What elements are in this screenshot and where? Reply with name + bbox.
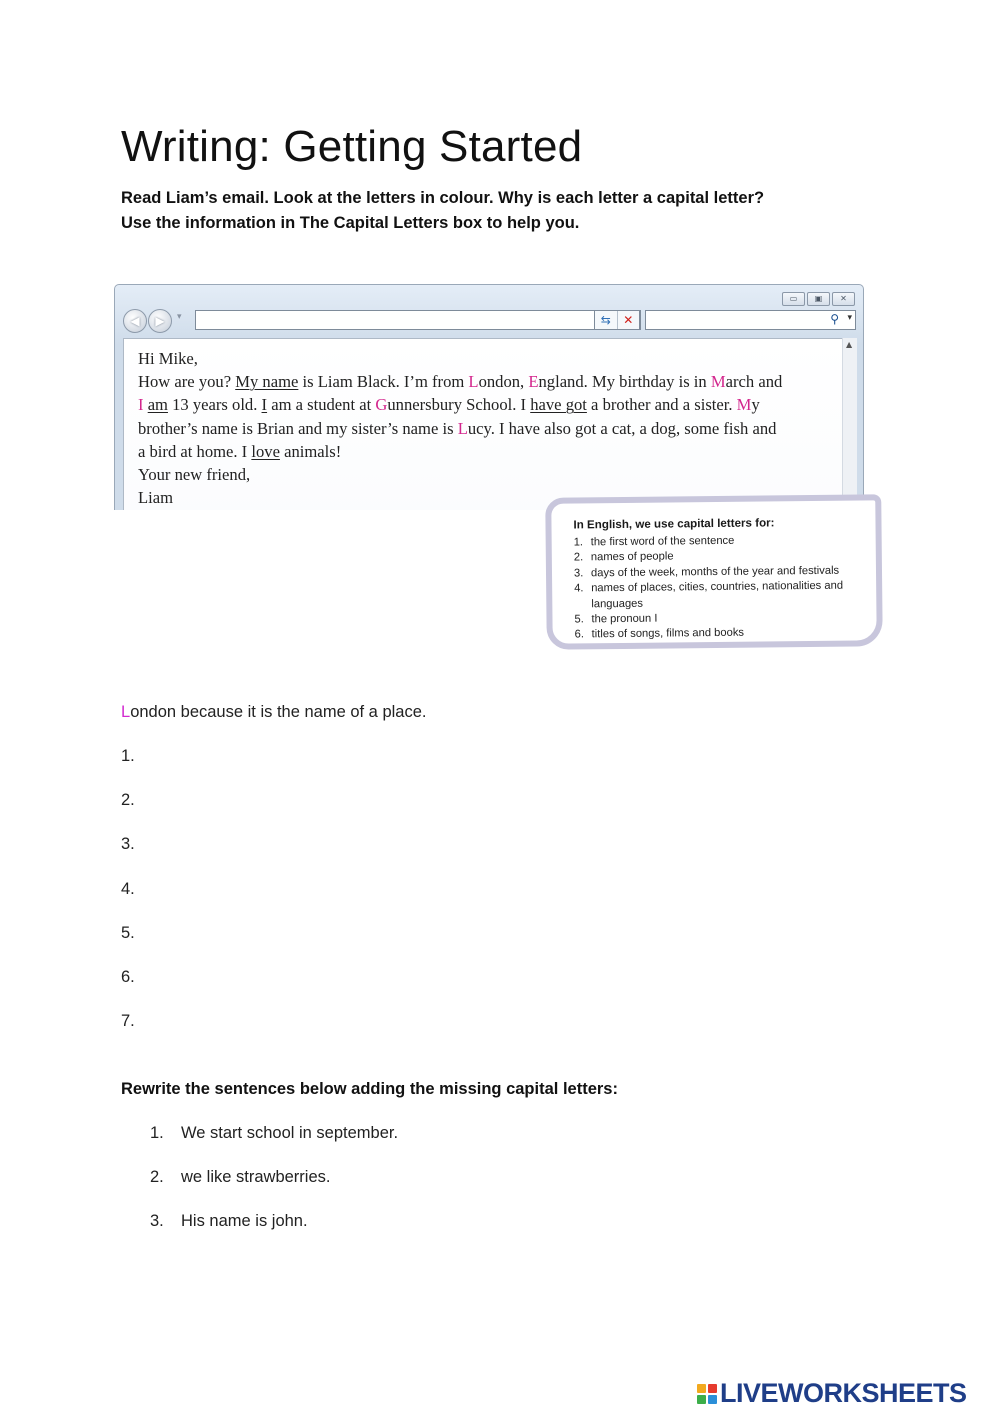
email-signature: Liam	[138, 488, 174, 508]
email-line-2: I am 13 years old. I am a student at Gunnersbury School. I have got a brother and a sister. My	[138, 395, 760, 415]
instructions	[121, 186, 881, 236]
list-item: 3. His name is john.	[150, 1212, 308, 1231]
list-item: 2. names of people	[573, 550, 674, 564]
email-line-1: How are you? My name is Liam Black. I’m from London, England. My birthday is in March and	[138, 372, 783, 392]
example-answer	[121, 703, 426, 722]
answer-number: 7.	[121, 1012, 135, 1031]
answer-number: 2.	[121, 791, 135, 810]
maximize-icon[interactable]: ▣	[807, 292, 830, 306]
list-item: 1. We start school in september.	[150, 1124, 399, 1142]
address-bar[interactable]	[195, 310, 641, 330]
list-item: 5. the pronoun I	[574, 612, 658, 626]
minimize-icon[interactable]: ▭	[782, 292, 805, 306]
back-arrow-icon[interactable]: ◀	[123, 309, 147, 333]
instructions-line-1: Read Liam’s email. Look at the letters in colour. Why is each letter a capital letter?	[121, 189, 765, 207]
list-item: 6. titles of songs, films and books	[574, 627, 745, 641]
answer-number: 1.	[121, 747, 135, 765]
answer-number-list	[121, 747, 135, 1056]
answer-number: 5.	[121, 923, 135, 942]
browser-window	[114, 284, 864, 510]
close-icon[interactable]: ✕	[832, 292, 855, 306]
example-letter: L	[121, 703, 131, 721]
email-greeting: Hi Mike,	[138, 349, 198, 368]
logo-text: LIVEWORKSHEETS	[720, 1378, 967, 1408]
email-closing: Your new friend,	[138, 465, 251, 485]
liveworksheets-logo	[697, 1378, 967, 1409]
answer-number: 6.	[121, 967, 135, 986]
forward-arrow-icon[interactable]: ▶	[148, 309, 172, 333]
list-item: 3. days of the week, months of the year and festivals	[573, 564, 840, 580]
email-line-4: a bird at home. I love animals!	[138, 441, 342, 461]
page-title: Writing: Getting Started	[121, 122, 583, 171]
answer-number: 4.	[121, 879, 135, 898]
search-dropdown-icon[interactable]: ▾	[847, 313, 852, 323]
capital-letters-box	[545, 494, 883, 650]
search-icon[interactable]: ⚲	[830, 312, 839, 326]
address-actions	[594, 310, 640, 330]
history-dropdown-icon[interactable]: ▾	[177, 312, 182, 322]
list-item: 1. the first word of the sentence	[573, 534, 735, 549]
capital-letters-list	[574, 532, 880, 643]
refresh-icon[interactable]: ⇆	[595, 311, 618, 329]
logo-icon	[697, 1384, 717, 1404]
scroll-up-icon[interactable]: ▲	[846, 340, 853, 349]
rewrite-sentence-list	[150, 1124, 398, 1257]
stop-icon[interactable]: ✕	[623, 313, 634, 327]
email-body	[138, 347, 838, 509]
window-controls	[782, 292, 855, 306]
example-text: ondon because it is the name of a place.	[130, 703, 427, 721]
search-input[interactable]	[645, 310, 856, 330]
email-content-pane	[123, 338, 856, 510]
email-line-3: brother’s name is Brian and my sister’s name is Lucy. I have also got a cat, a dog, some fish and	[138, 418, 777, 438]
list-item: 2. we like strawberries.	[150, 1168, 331, 1187]
list-item: 4. names of places, cities, countries, nationalities and languages	[574, 579, 844, 610]
instructions-line-2: Use the information in The Capital Letters box to help you.	[121, 214, 580, 232]
rewrite-heading: Rewrite the sentences below adding the missing capital letters:	[121, 1080, 618, 1098]
capital-letters-heading: In English, we use capital letters for:	[573, 516, 775, 532]
answer-number: 3.	[121, 835, 135, 854]
scrollbar[interactable]	[842, 338, 857, 510]
